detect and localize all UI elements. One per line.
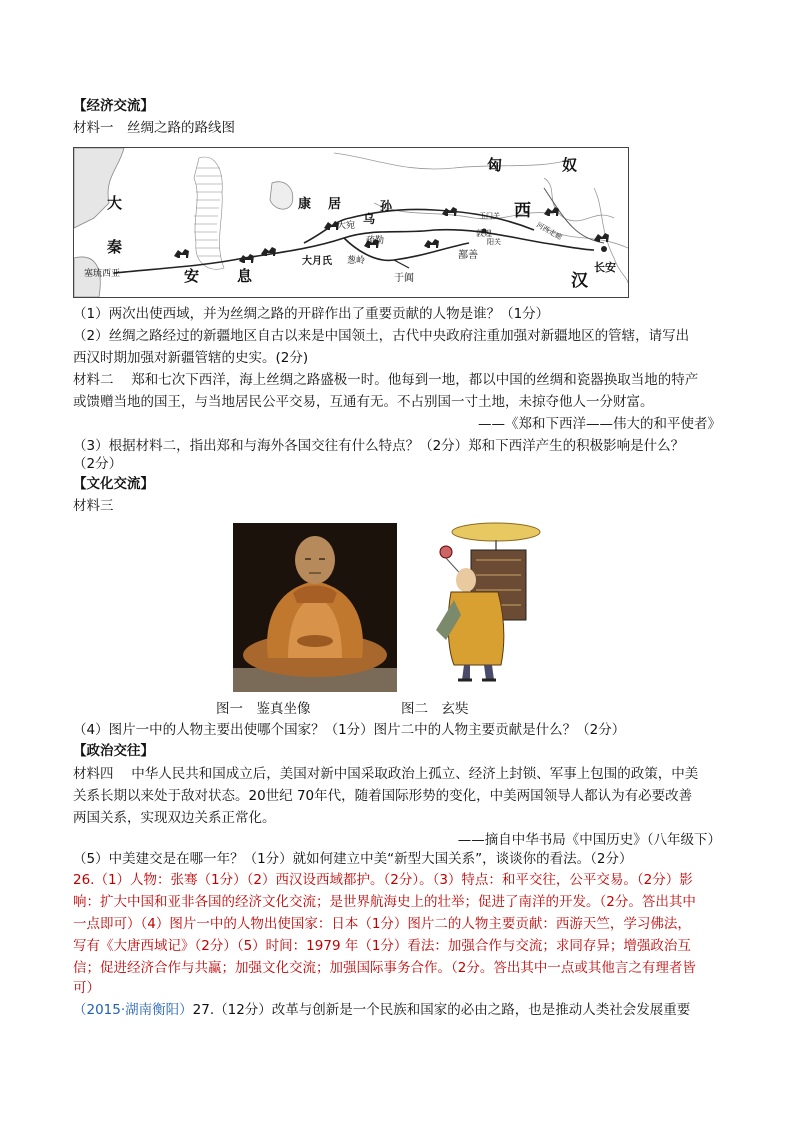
map-label-wusun-2: 孙 xyxy=(380,199,393,213)
material-four-line-1: 材料四 中华人民共和国成立后，美国对新中国采取政治上孤立、经济上封锁、军事上包围的政策，中美 xyxy=(73,766,699,782)
question-4: （4）图片一中的人物主要出使哪个国家？（1分）图片二中的人物主要贡献是什么？（2分） xyxy=(73,722,626,738)
answer-line-6: 可） xyxy=(73,980,100,996)
jianzhen-statue-image xyxy=(233,523,397,692)
silk-road-map xyxy=(73,147,629,298)
material-one-title: 材料一 丝绸之路的路线图 xyxy=(73,120,235,136)
map-label-wusun-1: 乌 xyxy=(363,212,376,226)
map-label-yumenguan: 玉门关 xyxy=(479,213,500,220)
material-four-source: ——摘自中华书局《中国历史》（八年级下） xyxy=(457,832,721,848)
answer-line-1: 26.（1）人物：张骞（1分）（2）西汉设西域都护。（2分）。（3）特点：和平交往，公平交易。（2分）影 xyxy=(73,872,693,888)
map-label-da: 大 xyxy=(107,195,123,212)
map-label-kangju-2: 居 xyxy=(328,196,342,211)
map-label-congling: 葱岭 xyxy=(347,255,366,265)
map-label-changan: 长安 xyxy=(594,262,616,274)
section-heading-politics: 【政治交往】 xyxy=(73,743,154,759)
section-heading-culture: 【文化交流】 xyxy=(73,476,154,492)
figure-1-caption: 图一 鉴真坐像 xyxy=(216,701,311,717)
silk-road-map-drawing xyxy=(74,148,628,297)
material-four-line-3: 两国关系，实现双边关系正常化。 xyxy=(73,810,276,826)
answer-line-5: 信；促进经济合作与共赢；加强文化交流；加强国际事务合作。（2分。答出其中一点或其他言之有理者皆 xyxy=(73,960,696,976)
next-question-line xyxy=(73,1000,690,1020)
figure-2-caption: 图二 玄奘 xyxy=(401,701,469,717)
map-label-dayuezhi: 大月氏 xyxy=(302,256,332,267)
question-source: （2015·湖南衡阳） xyxy=(73,1002,193,1018)
material-three-title: 材料三 xyxy=(73,498,114,514)
question-27: 27.（12分）改革与创新是一个民族和国家的必由之路，也是推动人类社会发展重要 xyxy=(192,1002,691,1018)
map-label-xi2: 息 xyxy=(237,268,253,285)
section-heading-economy: 【经济交流】 xyxy=(73,98,154,114)
map-label-an: 安 xyxy=(184,268,200,285)
map-label-yutian: 于阗 xyxy=(394,273,414,284)
map-label-shule: 疏勒 xyxy=(366,235,385,245)
question-2-line-2: 西汉时期加强对新疆管辖的史实。(2分) xyxy=(73,350,309,366)
answer-line-4: 写有《大唐西域记》（2分）（5）时间：1979 年（1分）看法：加强合作与交流；求同存异；增强政治互 xyxy=(73,938,691,954)
material-four-line-2: 关系长期以来处于敌对状态。20世纪 70年代，随着国际形势的变化，中美两国领导人都认为有必要改善 xyxy=(73,788,693,804)
map-label-dunhuang: 敦煌 xyxy=(476,229,492,238)
map-label-qin: 秦 xyxy=(107,239,123,256)
material-two-line-1: 材料二 郑和七次下西洋，海上丝绸之路盛极一时。他每到一地，都以中国的丝绸和瓷器换取当地的特产 xyxy=(73,372,699,388)
map-label-xi: 西 xyxy=(514,201,531,220)
map-label-han: 汉 xyxy=(571,271,588,290)
map-label-xiongnu-2: 奴 xyxy=(562,157,578,174)
question-5: （5）中美建交是在哪一年？（1分）就如何建立中美“新型大国关系”，谈谈你的看法。（2分） xyxy=(73,851,633,867)
answer-line-2: 响：扩大中国和亚非各国的经济文化交流；是世界航海史上的壮举；促进了南洋的开发。（2分。答出其中 xyxy=(73,894,696,910)
material-two-line-2: 或馈赠当地的国王，与当地居民公平交易，互通有无。不占别国一寸土地，未掠夺他人一分财富。 xyxy=(73,394,654,410)
xuanzang-image xyxy=(406,520,560,692)
map-label-selucia: 塞琉西亚 xyxy=(84,268,121,278)
map-label-xiongnu-1: 匈 xyxy=(487,157,503,174)
map-label-dayuan: 大宛 xyxy=(337,220,356,230)
question-3-line-2: （2分） xyxy=(73,456,123,472)
map-label-hexi: 河西走廊 xyxy=(535,221,563,242)
map-label-yangguan: 阳关 xyxy=(487,239,501,246)
material-two-source: ——《郑和下西洋——伟大的和平使者》 xyxy=(478,416,721,432)
answer-line-3: 一点即可）（4）图片一中的人物出使国家：日本（1分）图片二的人物主要贡献：西游天竺，学习佛法， xyxy=(73,916,691,932)
map-label-shanshan: 鄯善 xyxy=(458,250,478,261)
map-label-kangju-1: 康 xyxy=(298,196,312,211)
question-1: （1）两次出使西域，并为丝绸之路的开辟作出了重要贡献的人物是谁？（1分） xyxy=(73,306,550,322)
question-2-line-1: （2）丝绸之路经过的新疆地区自古以来是中国领土，古代中央政府注重加强对新疆地区的管辖，请写出 xyxy=(73,328,690,344)
question-3-line-1: （3）根据材料二，指出郑和与海外各国交往有什么特点？（2分）郑和下西洋产生的积极影响是什么？ xyxy=(73,438,685,454)
